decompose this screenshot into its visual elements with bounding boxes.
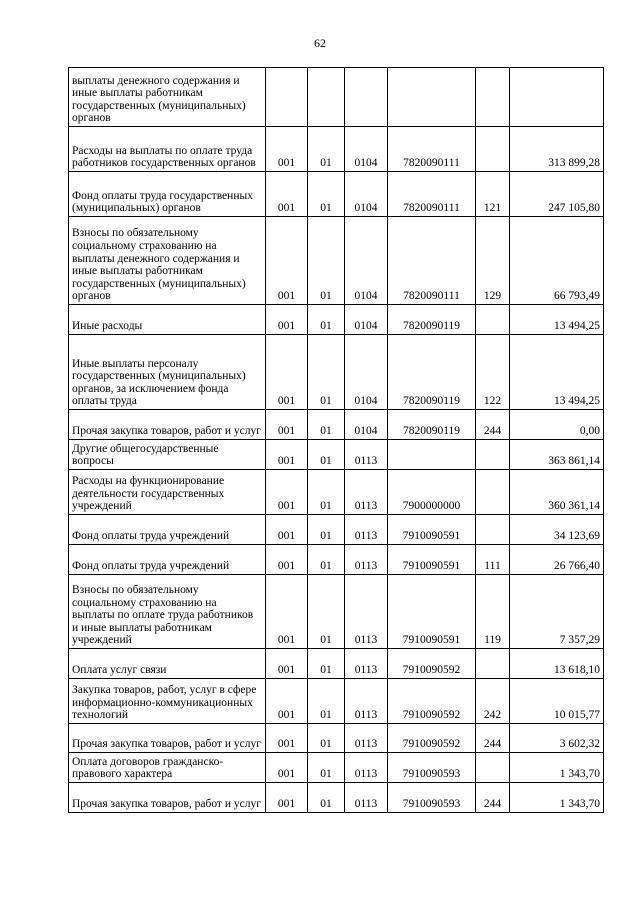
amount-cell: 13 494,25 xyxy=(510,335,604,410)
subsection-code-cell xyxy=(345,68,388,127)
table-row xyxy=(69,335,604,410)
expense-type-code-cell xyxy=(476,753,510,783)
amount-cell: 13 494,25 xyxy=(510,305,604,335)
expense-type-code-cell xyxy=(476,68,510,127)
subsection-code-cell: 0113 xyxy=(345,575,388,649)
expense-type-code-cell xyxy=(476,305,510,335)
target-article-code-cell xyxy=(388,440,476,470)
amount-cell: 360 361,14 xyxy=(510,470,604,515)
row-name-cell: Другие общегосударственные вопросы xyxy=(69,440,266,470)
target-article-code-cell: 7820090119 xyxy=(388,305,476,335)
subsection-code-cell: 0104 xyxy=(345,127,388,172)
expense-type-code-cell: 244 xyxy=(476,724,510,753)
row-name-cell: Расходы на выплаты по оплате труда работников государственных органов xyxy=(69,127,266,172)
section-code-cell: 01 xyxy=(308,575,345,649)
section-code-cell: 01 xyxy=(308,649,345,679)
subsection-code-cell: 0104 xyxy=(345,410,388,440)
ministry-code-cell: 001 xyxy=(266,127,308,172)
ministry-code-cell: 001 xyxy=(266,783,308,813)
expense-type-code-cell: 122 xyxy=(476,335,510,410)
section-code-cell: 01 xyxy=(308,753,345,783)
table-row xyxy=(69,575,604,649)
table-row xyxy=(69,470,604,515)
subsection-code-cell: 0113 xyxy=(345,753,388,783)
section-code-cell: 01 xyxy=(308,335,345,410)
row-name-cell: Взносы по обязательному социальному страхованию на выплаты по оплате труда работников и иные выплаты работникам учреждений xyxy=(69,575,266,649)
ministry-code-cell: 001 xyxy=(266,440,308,470)
subsection-code-cell: 0113 xyxy=(345,470,388,515)
table-row xyxy=(69,515,604,545)
budget-table-body xyxy=(69,68,604,813)
row-name-cell: Прочая закупка товаров, работ и услуг xyxy=(69,724,266,753)
expense-type-code-cell: 111 xyxy=(476,545,510,575)
section-code-cell: 01 xyxy=(308,410,345,440)
row-name-cell: Иные выплаты персоналу государственных (муниципальных) органов, за исключением фонда оплаты труда xyxy=(69,335,266,410)
section-code-cell xyxy=(308,68,345,127)
ministry-code-cell: 001 xyxy=(266,515,308,545)
amount-cell: 34 123,69 xyxy=(510,515,604,545)
section-code-cell: 01 xyxy=(308,515,345,545)
expense-type-code-cell: 129 xyxy=(476,217,510,305)
page-number: 62 xyxy=(314,36,326,50)
ministry-code-cell: 001 xyxy=(266,753,308,783)
expense-type-code-cell xyxy=(476,127,510,172)
row-name-cell: Иные расходы xyxy=(69,305,266,335)
target-article-code-cell: 7820090111 xyxy=(388,172,476,217)
subsection-code-cell: 0113 xyxy=(345,545,388,575)
amount-cell: 0,00 xyxy=(510,410,604,440)
ministry-code-cell: 001 xyxy=(266,545,308,575)
ministry-code-cell: 001 xyxy=(266,679,308,724)
expense-type-code-cell: 119 xyxy=(476,575,510,649)
row-name-cell: Фонд оплаты труда учреждений xyxy=(69,545,266,575)
row-name-cell: Прочая закупка товаров, работ и услуг xyxy=(69,410,266,440)
subsection-code-cell: 0104 xyxy=(345,305,388,335)
target-article-code-cell: 7820090119 xyxy=(388,335,476,410)
subsection-code-cell: 0113 xyxy=(345,649,388,679)
row-name-cell: Прочая закупка товаров, работ и услуг xyxy=(69,783,266,813)
target-article-code-cell: 7910090592 xyxy=(388,724,476,753)
section-code-cell: 01 xyxy=(308,172,345,217)
table-row xyxy=(69,172,604,217)
expense-type-code-cell xyxy=(476,649,510,679)
subsection-code-cell: 0113 xyxy=(345,440,388,470)
row-name-cell: Фонд оплаты труда учреждений xyxy=(69,515,266,545)
section-code-cell: 01 xyxy=(308,783,345,813)
section-code-cell: 01 xyxy=(308,440,345,470)
section-code-cell: 01 xyxy=(308,545,345,575)
amount-cell xyxy=(510,68,604,127)
ministry-code-cell: 001 xyxy=(266,470,308,515)
ministry-code-cell: 001 xyxy=(266,410,308,440)
ministry-code-cell: 001 xyxy=(266,305,308,335)
row-name-cell: Закупка товаров, работ, услуг в сфере информационно-коммуникационных технологий xyxy=(69,679,266,724)
amount-cell: 363 861,14 xyxy=(510,440,604,470)
table-row xyxy=(69,68,604,127)
target-article-code-cell: 7910090591 xyxy=(388,515,476,545)
amount-cell: 10 015,77 xyxy=(510,679,604,724)
section-code-cell: 01 xyxy=(308,305,345,335)
target-article-code-cell: 7910090593 xyxy=(388,783,476,813)
amount-cell: 3 602,32 xyxy=(510,724,604,753)
amount-cell: 1 343,70 xyxy=(510,753,604,783)
target-article-code-cell: 7820090111 xyxy=(388,217,476,305)
amount-cell: 313 899,28 xyxy=(510,127,604,172)
target-article-code-cell: 7900000000 xyxy=(388,470,476,515)
table-row xyxy=(69,679,604,724)
table-row xyxy=(69,440,604,470)
ministry-code-cell: 001 xyxy=(266,575,308,649)
table-row xyxy=(69,649,604,679)
row-name-cell: Расходы на функционирование деятельности государственных учреждений xyxy=(69,470,266,515)
ministry-code-cell: 001 xyxy=(266,649,308,679)
ministry-code-cell: 001 xyxy=(266,217,308,305)
subsection-code-cell: 0113 xyxy=(345,515,388,545)
subsection-code-cell: 0113 xyxy=(345,783,388,813)
target-article-code-cell: 7820090111 xyxy=(388,127,476,172)
expense-type-code-cell: 242 xyxy=(476,679,510,724)
target-article-code-cell xyxy=(388,68,476,127)
amount-cell: 26 766,40 xyxy=(510,545,604,575)
row-name-cell: выплаты денежного содержания и иные выплаты работникам государственных (муниципальных) органов xyxy=(69,68,266,127)
table-row xyxy=(69,305,604,335)
row-name-cell: Взносы по обязательному социальному страхованию на выплаты денежного содержания и иные выплаты работникам государственных (муниципальных) органов xyxy=(69,217,266,305)
amount-cell: 247 105,80 xyxy=(510,172,604,217)
expense-type-code-cell xyxy=(476,515,510,545)
subsection-code-cell: 0113 xyxy=(345,679,388,724)
section-code-cell: 01 xyxy=(308,679,345,724)
ministry-code-cell: 001 xyxy=(266,335,308,410)
subsection-code-cell: 0113 xyxy=(345,724,388,753)
table-row xyxy=(69,753,604,783)
amount-cell: 13 618,10 xyxy=(510,649,604,679)
target-article-code-cell: 7910090591 xyxy=(388,545,476,575)
section-code-cell: 01 xyxy=(308,127,345,172)
expense-type-code-cell: 121 xyxy=(476,172,510,217)
section-code-cell: 01 xyxy=(308,724,345,753)
row-name-cell: Оплата договоров гражданско-правового характера xyxy=(69,753,266,783)
target-article-code-cell: 7910090592 xyxy=(388,679,476,724)
target-article-code-cell: 7910090591 xyxy=(388,575,476,649)
amount-cell: 1 343,70 xyxy=(510,783,604,813)
amount-cell: 7 357,29 xyxy=(510,575,604,649)
budget-table xyxy=(68,67,604,813)
table-row xyxy=(69,410,604,440)
ministry-code-cell: 001 xyxy=(266,724,308,753)
target-article-code-cell: 7910090593 xyxy=(388,753,476,783)
amount-cell: 66 793,49 xyxy=(510,217,604,305)
section-code-cell: 01 xyxy=(308,217,345,305)
subsection-code-cell: 0104 xyxy=(345,335,388,410)
subsection-code-cell: 0104 xyxy=(345,217,388,305)
ministry-code-cell: 001 xyxy=(266,172,308,217)
expense-type-code-cell xyxy=(476,470,510,515)
row-name-cell: Оплата услуг связи xyxy=(69,649,266,679)
row-name-cell: Фонд оплаты труда государственных (муниципальных) органов xyxy=(69,172,266,217)
target-article-code-cell: 7910090592 xyxy=(388,649,476,679)
table-row xyxy=(69,217,604,305)
subsection-code-cell: 0104 xyxy=(345,172,388,217)
table-row xyxy=(69,127,604,172)
expense-type-code-cell: 244 xyxy=(476,410,510,440)
expense-type-code-cell xyxy=(476,440,510,470)
section-code-cell: 01 xyxy=(308,470,345,515)
table-row xyxy=(69,545,604,575)
expense-type-code-cell: 244 xyxy=(476,783,510,813)
table-row xyxy=(69,724,604,753)
ministry-code-cell xyxy=(266,68,308,127)
table-row xyxy=(69,783,604,813)
target-article-code-cell: 7820090119 xyxy=(388,410,476,440)
